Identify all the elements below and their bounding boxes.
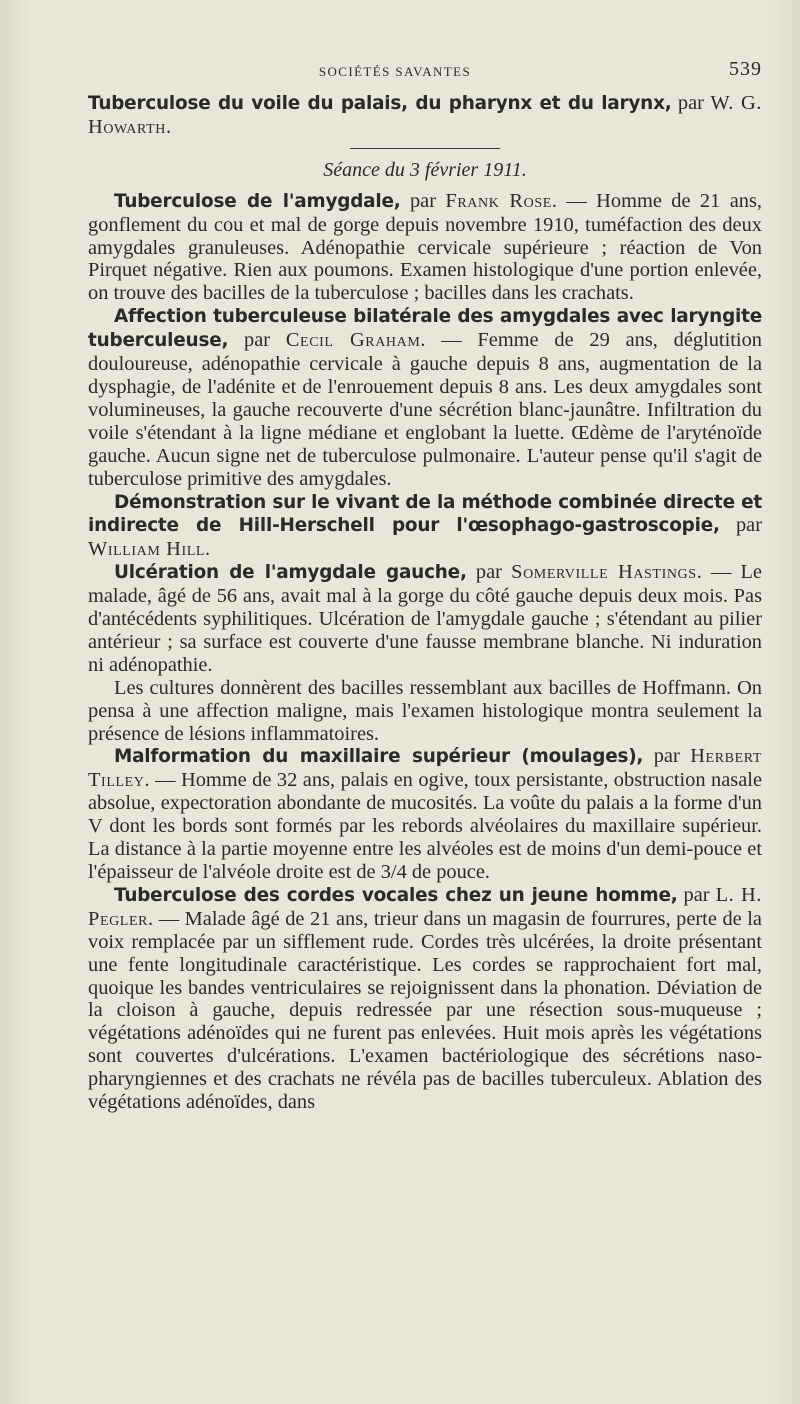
entry-by: par [643, 745, 691, 768]
cultures-paragraph: Les cultures donnèrent des bacilles ressemblant aux bacilles de Hoffmann. On pensa à une affection maligne, mais l'examen histologique montra seulement la présence de lésions inflammatoires. [88, 676, 762, 745]
entry-by: par [228, 329, 286, 352]
entry-body: . [205, 538, 211, 561]
document-body [88, 92, 762, 1114]
entry-by: par [671, 92, 711, 114]
entry-title: Démonstration sur le vivant de la méthode combinée directe et indirecte de Hill-Herschell pour l'œsophago-gastroscopie, [88, 491, 762, 537]
entry-author: William Hill [88, 538, 206, 561]
entry-title: Ulcération de l'amygdale gauche, [114, 562, 467, 584]
entry-body: . [165, 115, 172, 138]
entry-author: Cecil Graham [285, 329, 421, 352]
entry-by: par [719, 514, 762, 537]
entry-body: . — Femme de 29 ans, déglutition douloureuse, adénopathie cervicale à gauche depuis 8 ans, augmentation de la dysphagie, de l'adénite et de l'enrouement depuis 8 ans. Les deux amygdales sont volumineuses, la gauche recouverte d'une sécrétion blanc-jaunâtre. Infiltration du voile s'étendant à la ligne médiane et englobant la luette. Œdème de l'aryténoïde gauche. Aucun signe net de tuberculose pulmonaire. L'auteur pense qu'il s'agit de tuberculose primitive des amygdales. [88, 329, 762, 490]
entry-body: . — Le malade, âgé de 56 ans, avait mal à la gorge du côté gauche depuis deux mois. Pas d'antécédents syphilitiques. Ulcération de l'amygdale gauche ; s'étendant au pilier antérieur ; sa surface est couverte d'une fausse membrane blanche. Ni induration ni adénopathie. [88, 561, 762, 676]
entry-howarth [88, 92, 762, 139]
entry-rose [88, 190, 762, 306]
seance-heading: Séance du 3 février 1911. [323, 158, 527, 181]
entry-pegler [88, 884, 762, 1114]
entry-graham [88, 305, 762, 490]
entry-body: . — Homme de 32 ans, palais en ogive, toux persistante, obstruction nasale absolue, expectoration abondante de mucosités. La voûte du palais a la forme d'un V dont les bords sont formés par les rebords alvéolaires du maxillaire supérieur. La distance à la partie moyenne entre les alvéoles est de moins d'un demi-pouce et l'épaisseur de l'alvéole droite est de 3/4 de pouce. [88, 769, 762, 883]
entry-by: par [677, 883, 716, 906]
entry-title: Affection tuberculeuse bilatérale des amygdales avec laryngite tuberculeuse, [88, 306, 762, 352]
entry-author: Somerville Hastings [511, 561, 697, 584]
entry-hastings [88, 561, 762, 677]
entry-body: . — Homme de 21 ans, gonflement du cou et mal de gorge depuis novembre 1910, tuméfaction des deux amygdales granuleuses. Adénopathie cervicale supérieure ; réaction de Von Pirquet négative. Rien aux poumons. Examen histologique d'une portion enlevée, on trouve des bacilles de la tuberculose ; bacilles dans les crachats. [88, 189, 763, 305]
entry-hill [88, 491, 762, 562]
entry-by: par [400, 189, 446, 212]
entry-body: . — Malade âgé de 21 ans, trieur dans un magasin de fourrures, perte de la voix remplacée par un sifflement rude. Cordes très ulcérées, la droite présentant une fente longitudinale caractéristique. Les cordes se rapprochaient fort mal, quoique les bandes ventriculaires se rejoignissent dans la phonation. Déviation de la cloison à gauche, depuis redressée par une résection sous-muqueuse ; végétations adénoïdes qui ne furent pas enlevées. Huit mois après les végétations sont couvertes d'ulcérations. L'examen bactériologique des sécrétions naso-pharyngiennes et des crachats ne révéla pas de bacilles tuberculeux. Ablation des végétations adénoïdes, dans [88, 907, 762, 1114]
entry-title: Tuberculose du voile du palais, du pharynx et du larynx, [88, 93, 672, 114]
entry-tilley [88, 745, 762, 883]
entry-title: Tuberculose des cordes vocales chez un jeune homme, [114, 884, 678, 906]
page-number: 539 [729, 58, 762, 80]
running-header [88, 52, 762, 92]
entry-title: Tuberculose de l'amygdale, [114, 190, 401, 212]
entry-title: Malformation du maxillaire supérieur (moulages), [114, 746, 644, 768]
section-divider [350, 148, 500, 149]
entry-author: W. G. Howarth [88, 92, 762, 138]
running-title: SOCIÉTÉS SAVANTES [318, 64, 472, 79]
entry-author: L. H. Pegler [88, 883, 763, 930]
entry-author: Frank Rose [445, 189, 552, 212]
entry-author: Herbert Tilley [88, 745, 762, 792]
entry-by: par [466, 561, 512, 584]
